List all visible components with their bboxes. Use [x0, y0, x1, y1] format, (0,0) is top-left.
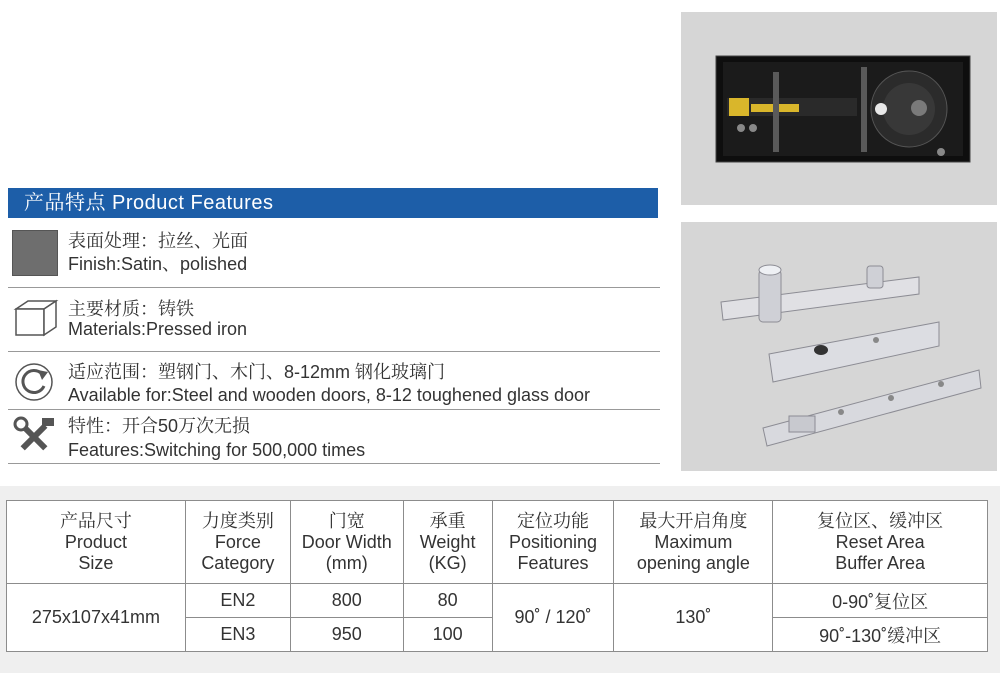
header-reset-buffer: 复位区、缓冲区 Reset Area Buffer Area: [773, 501, 988, 584]
pivot-parts-illustration: [681, 222, 997, 471]
cell-max-angle: 130˚: [614, 584, 773, 652]
cube-icon: [12, 297, 60, 339]
header-positioning: 定位功能 Positioning Features: [492, 501, 614, 584]
bottom-strap-bar: [763, 370, 981, 446]
feature-materials-en: Materials:Pressed iron: [68, 319, 248, 339]
feature-availability: [8, 352, 660, 410]
cell-reset: 0-90˚复位区: [773, 584, 988, 618]
top-pivot-plate: [721, 265, 919, 322]
feature-availability-en: Available for:Steel and wooden doors, 8-12 toughened glass door: [68, 385, 591, 405]
table-header-row: [7, 501, 988, 584]
cell-size: 275x107x41mm: [7, 584, 186, 652]
header-size: 产品尺寸 Product Size: [7, 501, 186, 584]
table-row: [7, 584, 988, 618]
cell-width: 950: [290, 618, 403, 652]
feature-materials-cn: 主要材质：铸铁: [68, 299, 194, 319]
feature-durability-en: Features:Switching for 500,000 times: [68, 440, 366, 460]
header-max-angle: 最大开启角度 Maximum opening angle: [614, 501, 773, 584]
spec-table: [6, 500, 988, 652]
feature-finish-en: Finish:Satin、polished: [68, 254, 248, 274]
cell-force: EN2: [185, 584, 290, 618]
cell-positioning: 90˚ / 120˚: [492, 584, 614, 652]
feature-materials: [8, 288, 660, 352]
tools-icon: [12, 416, 56, 458]
middle-pivot-channel: [769, 322, 939, 382]
product-photo-closer: [681, 12, 997, 205]
feature-durability-cn: 特性：开合50万次无损: [68, 416, 251, 436]
feature-durability: [8, 410, 660, 464]
rotate-arrow-icon: [12, 360, 56, 404]
feature-availability-cn: 适应范围：塑钢门、木门、8-12mm 钢化玻璃门: [68, 362, 446, 382]
cell-width: 800: [290, 584, 403, 618]
floor-spring-illustration: [681, 12, 997, 205]
cell-weight: 80: [403, 584, 492, 618]
cell-reset: 90˚-130˚缓冲区: [773, 618, 988, 652]
spec-table-section: [0, 486, 1000, 673]
cell-force: EN3: [185, 618, 290, 652]
feature-finish: [8, 219, 660, 288]
gray-square-icon: [12, 230, 58, 276]
header-weight: 承重 Weight (KG): [403, 501, 492, 584]
header-force: 力度类别 Force Category: [185, 501, 290, 584]
cell-weight: 100: [403, 618, 492, 652]
features-header: 产品特点 Product Features: [8, 188, 658, 218]
header-door-width: 门宽 Door Width (mm): [290, 501, 403, 584]
product-photo-parts: [681, 222, 997, 471]
feature-finish-cn: 表面处理：拉丝、光面: [68, 231, 248, 251]
